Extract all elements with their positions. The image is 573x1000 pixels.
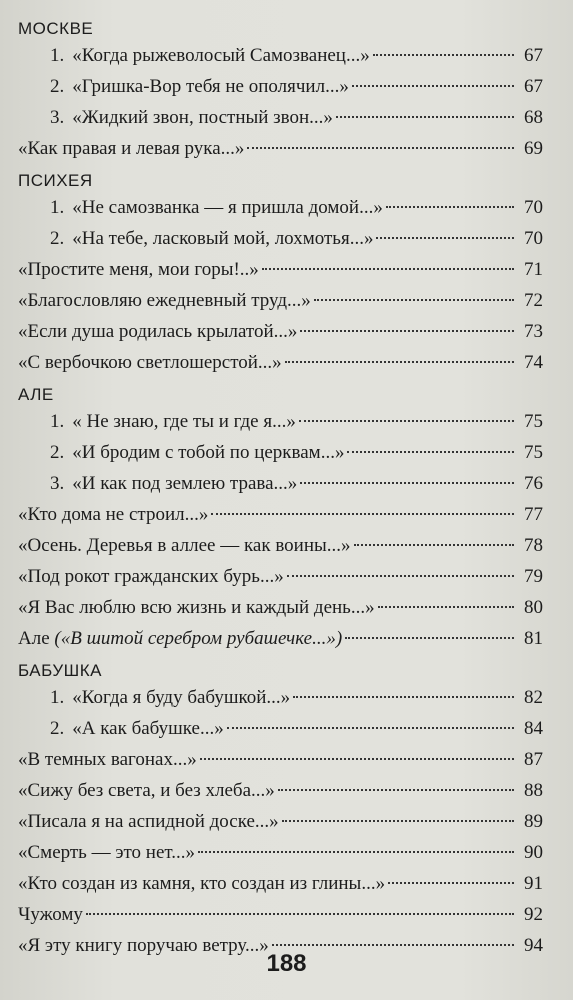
dot-leader bbox=[300, 330, 514, 332]
entry-page-number: 71 bbox=[524, 259, 543, 280]
toc-entry bbox=[18, 406, 543, 437]
entry-title-group bbox=[18, 561, 284, 592]
entry-title: «Под рокот гражданских бурь...» bbox=[18, 566, 284, 587]
entry-title-group bbox=[18, 316, 297, 347]
entry-title-group bbox=[18, 133, 244, 164]
toc-entry bbox=[18, 868, 543, 899]
entry-title: «Как правая и левая рука...» bbox=[18, 138, 245, 159]
entry-page-number: 75 bbox=[524, 442, 543, 463]
entry-title-group bbox=[18, 285, 311, 316]
entry-title: «В темных вагонах...» bbox=[18, 749, 197, 770]
entry-title: «И как под землею трава...» bbox=[72, 473, 298, 494]
dot-leader bbox=[388, 882, 514, 884]
entry-title-group bbox=[50, 102, 333, 133]
entry-page-number: 90 bbox=[524, 842, 543, 863]
dot-leader bbox=[378, 606, 514, 608]
dot-leader bbox=[354, 544, 514, 546]
entry-title-group bbox=[50, 71, 349, 102]
entry-page-number: 67 bbox=[524, 45, 543, 66]
section-heading: БАБУШКА bbox=[18, 661, 103, 680]
toc-entry bbox=[18, 285, 543, 316]
dot-leader bbox=[314, 299, 514, 301]
entry-title-group bbox=[18, 868, 385, 899]
entry-page-number: 84 bbox=[524, 718, 543, 739]
entry-number: 2. bbox=[50, 228, 65, 249]
entry-number: 3. bbox=[50, 473, 65, 494]
toc-entry bbox=[18, 561, 543, 592]
toc-entry bbox=[18, 592, 543, 623]
entry-title: «На тебе, ласковый мой, лохмотья...» bbox=[72, 228, 374, 249]
entry-title-group bbox=[18, 499, 208, 530]
entry-title: «Гришка-Вор тебя не ополячил...» bbox=[72, 76, 349, 97]
toc-entry bbox=[18, 102, 543, 133]
toc-entry bbox=[18, 40, 543, 71]
dot-leader bbox=[86, 913, 514, 915]
toc-entry bbox=[18, 437, 543, 468]
entry-number: 1. bbox=[50, 687, 65, 708]
toc-entry bbox=[18, 254, 543, 285]
entry-number: 3. bbox=[50, 107, 65, 128]
entry-page-number: 76 bbox=[524, 473, 543, 494]
entry-title-group bbox=[50, 192, 383, 223]
toc-entry bbox=[18, 347, 543, 378]
dot-leader bbox=[272, 944, 514, 946]
dot-leader bbox=[287, 575, 514, 577]
toc-entry bbox=[18, 499, 543, 530]
entry-title-group bbox=[50, 682, 290, 713]
entry-title: «Кто дома не строил...» bbox=[18, 504, 209, 525]
section-heading: ПСИХЕЯ bbox=[18, 171, 93, 190]
entry-page-number: 88 bbox=[524, 780, 543, 801]
toc-entry bbox=[18, 713, 543, 744]
dot-leader bbox=[376, 237, 514, 239]
toc-entry bbox=[18, 468, 543, 499]
entry-page-number: 89 bbox=[524, 811, 543, 832]
entry-title: «Я эту книгу поручаю ветру...» bbox=[18, 935, 269, 956]
dot-leader bbox=[336, 116, 514, 118]
entry-page-number: 68 bbox=[524, 107, 543, 128]
dot-leader bbox=[278, 789, 514, 791]
toc-entry bbox=[18, 530, 543, 561]
entry-number: 2. bbox=[50, 76, 65, 97]
entry-number: 1. bbox=[50, 45, 65, 66]
entry-title-group bbox=[50, 468, 297, 499]
entry-title-group bbox=[50, 40, 370, 71]
entry-title: «Осень. Деревья в аллее — как воины...» bbox=[18, 535, 351, 556]
entry-title: «Кто создан из камня, кто создан из глины...» bbox=[18, 873, 386, 894]
entry-title: «Жидкий звон, постный звон...» bbox=[72, 107, 333, 128]
entry-number: 1. bbox=[50, 411, 65, 432]
entry-title-group bbox=[18, 899, 83, 930]
entry-title: «Я Вас люблю всю жизнь и каждый день...» bbox=[18, 597, 375, 618]
dot-leader bbox=[282, 820, 514, 822]
dot-leader bbox=[386, 206, 514, 208]
toc-entry bbox=[18, 744, 543, 775]
entry-subtitle: («В шитой серебром рубашечке...») bbox=[54, 628, 343, 649]
dot-leader bbox=[293, 696, 514, 698]
entry-title-group bbox=[18, 806, 279, 837]
entry-page-number: 94 bbox=[524, 935, 543, 956]
entry-title-group bbox=[18, 347, 282, 378]
entry-number: 2. bbox=[50, 442, 65, 463]
entry-page-number: 72 bbox=[524, 290, 543, 311]
page-number: 188 bbox=[266, 950, 307, 977]
entry-title-group bbox=[18, 837, 195, 868]
dot-leader bbox=[285, 361, 514, 363]
entry-title-group bbox=[50, 406, 296, 437]
table-of-contents bbox=[18, 14, 543, 961]
dot-leader bbox=[352, 85, 514, 87]
toc-entry bbox=[18, 806, 543, 837]
entry-title-group bbox=[50, 223, 373, 254]
entry-title: «С вербочкою светлошерстой...» bbox=[18, 352, 282, 373]
entry-number: 1. bbox=[50, 197, 65, 218]
dot-leader bbox=[300, 482, 514, 484]
entry-title: « Не знаю, где ты и где я...» bbox=[72, 411, 296, 432]
entry-title-group bbox=[18, 744, 197, 775]
entry-title: «Писала я на аспидной доске...» bbox=[18, 811, 279, 832]
entry-page-number: 82 bbox=[524, 687, 543, 708]
dot-leader bbox=[200, 758, 514, 760]
entry-title: «Когда я буду бабушкой...» bbox=[72, 687, 291, 708]
entry-page-number: 78 bbox=[524, 535, 543, 556]
toc-entry bbox=[18, 71, 543, 102]
toc-entry bbox=[18, 775, 543, 806]
entry-title-group bbox=[18, 775, 275, 806]
entry-title: «А как бабушке...» bbox=[72, 718, 224, 739]
entry-title: «Смерть — это нет...» bbox=[18, 842, 196, 863]
toc-entry bbox=[18, 192, 543, 223]
entry-title: Чужому bbox=[18, 904, 83, 925]
entry-page-number: 73 bbox=[524, 321, 543, 342]
entry-title: «Не самозванка — я пришла домой...» bbox=[72, 197, 383, 218]
section-heading: МОСКВЕ bbox=[18, 19, 94, 38]
entry-title: «Простите меня, мои горы!..» bbox=[18, 259, 259, 280]
entry-page-number: 79 bbox=[524, 566, 543, 587]
toc-entry bbox=[18, 682, 543, 713]
entry-title-group bbox=[50, 713, 224, 744]
entry-page-number: 87 bbox=[524, 749, 543, 770]
entry-title: «Когда рыжеволосый Самозванец...» bbox=[72, 45, 370, 66]
entry-title: «Благословляю ежедневный труд...» bbox=[18, 290, 311, 311]
toc-entry bbox=[18, 623, 543, 654]
entry-page-number: 74 bbox=[524, 352, 543, 373]
entry-title: Але bbox=[18, 628, 50, 649]
dot-leader bbox=[345, 637, 514, 639]
dot-leader bbox=[373, 54, 514, 56]
entry-number: 2. bbox=[50, 718, 65, 739]
toc-entry bbox=[18, 133, 543, 164]
entry-page-number: 91 bbox=[524, 873, 543, 894]
entry-page-number: 92 bbox=[524, 904, 543, 925]
section-heading: АЛЕ bbox=[18, 385, 54, 404]
entry-page-number: 77 bbox=[524, 504, 543, 525]
toc-entry bbox=[18, 223, 543, 254]
dot-leader bbox=[227, 727, 514, 729]
entry-page-number: 75 bbox=[524, 411, 543, 432]
dot-leader bbox=[247, 147, 514, 149]
entry-title-group bbox=[18, 592, 375, 623]
entry-page-number: 80 bbox=[524, 597, 543, 618]
entry-title-group bbox=[18, 530, 351, 561]
entry-page-number: 81 bbox=[524, 628, 543, 649]
dot-leader bbox=[211, 513, 514, 515]
entry-page-number: 70 bbox=[524, 197, 543, 218]
entry-title-group bbox=[50, 437, 344, 468]
dot-leader bbox=[262, 268, 514, 270]
toc-entry bbox=[18, 837, 543, 868]
toc-entry bbox=[18, 316, 543, 347]
dot-leader bbox=[299, 420, 514, 422]
entry-title: «И бродим с тобой по церквам...» bbox=[72, 442, 345, 463]
toc-entry bbox=[18, 899, 543, 930]
entry-title-group bbox=[18, 623, 342, 654]
dot-leader bbox=[198, 851, 514, 853]
dot-leader bbox=[347, 451, 514, 453]
entry-title: «Сижу без света, и без хлеба...» bbox=[18, 780, 275, 801]
entry-title: «Если душа родилась крылатой...» bbox=[18, 321, 298, 342]
entry-page-number: 70 bbox=[524, 228, 543, 249]
entry-title-group bbox=[18, 254, 259, 285]
entry-page-number: 69 bbox=[524, 138, 543, 159]
entry-page-number: 67 bbox=[524, 76, 543, 97]
